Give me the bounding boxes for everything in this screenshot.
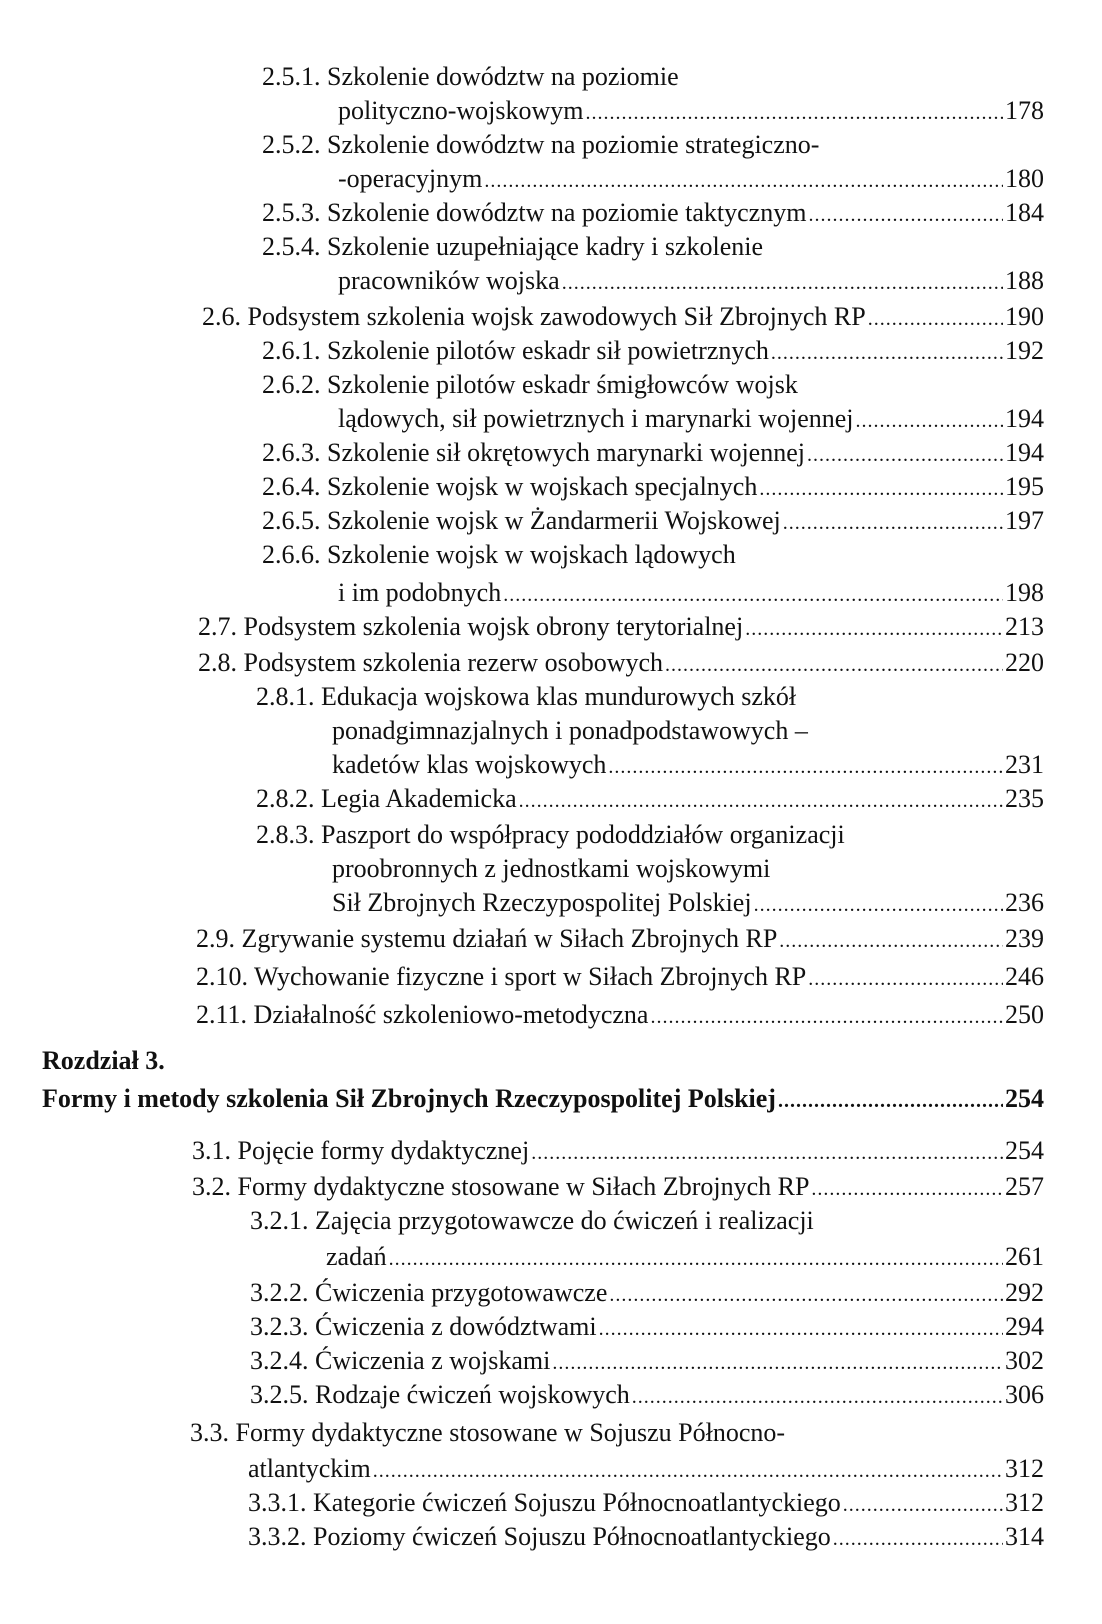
entry-title: Legia Akademicka (321, 784, 517, 813)
entry-number: 2.6.1. (262, 336, 321, 365)
leader-dots (856, 404, 1003, 438)
entry-number: 2.5.3. (262, 198, 321, 227)
entry-title-cont: lądowych, sił powietrznych i marynarki wojennej (338, 404, 854, 433)
toc-entry-2-7 (198, 610, 1044, 646)
entry-number: 3.1. (192, 1136, 231, 1165)
toc-entry-2-8-3-cont (332, 886, 1044, 922)
leader-dots (808, 962, 1003, 996)
page-number: 236 (1005, 888, 1044, 917)
toc-entry-3-2-5 (250, 1378, 1044, 1414)
entry-number: 2.5.2. (262, 130, 321, 159)
leader-dots (778, 1084, 1003, 1118)
entry-number: 2.8.2. (256, 784, 315, 813)
entry-title: Szkolenie dowództw na poziomie (327, 62, 679, 91)
page-number: 292 (1005, 1278, 1044, 1307)
leader-dots (833, 1522, 1003, 1556)
toc-entry-2-6-6-cont (338, 576, 1044, 612)
entry-title: Szkolenie pilotów eskadr śmigłowców wojsk (327, 370, 798, 399)
entry-title: Podsystem szkolenia wojsk obrony terytorialnej (243, 612, 744, 641)
page-number: 239 (1005, 924, 1044, 953)
toc-entry-3-2-1 (250, 1204, 814, 1238)
leader-dots (599, 1312, 1003, 1346)
leader-dots (562, 266, 1003, 300)
leader-dots (808, 198, 1003, 232)
entry-title: Ćwiczenia przygotowawcze (315, 1278, 608, 1307)
page-number: 190 (1005, 302, 1044, 331)
entry-title: Zgrywanie systemu działań w Siłach Zbrojnych RP (241, 924, 778, 953)
entry-title-cont: atlantyckim (248, 1454, 371, 1483)
leader-dots (745, 612, 1003, 646)
entry-number: 3.2.1. (250, 1206, 309, 1235)
entry-number: 2.6.4. (262, 472, 321, 501)
toc-entry-3-2-4 (250, 1344, 1044, 1380)
entry-title: Wychowanie fizyczne i sport w Siłach Zbrojnych RP (254, 962, 807, 991)
page-number: 231 (1005, 750, 1044, 779)
entry-number: 2.5.4. (262, 232, 321, 261)
leader-dots (484, 164, 1003, 198)
toc-entry-2-8-2 (256, 782, 1044, 818)
entry-number: 2.8.3. (256, 820, 315, 849)
toc-entry-3-2 (192, 1170, 1044, 1206)
page-number: 250 (1005, 1000, 1044, 1029)
entry-number: 2.9. (196, 924, 235, 953)
toc-entry-2-8-3 (256, 818, 845, 852)
toc-entry-2-6-1 (262, 334, 1044, 370)
toc-entry-2-6-5 (262, 504, 1044, 540)
page-number: 312 (1005, 1488, 1044, 1517)
toc-entry-2-8 (198, 646, 1044, 682)
page-number: 195 (1005, 472, 1044, 501)
toc-entry-2-10 (196, 960, 1044, 996)
toc-entry-2-5-2 (262, 128, 819, 162)
entry-number: 3.2.5. (250, 1380, 309, 1409)
entry-title-cont: kadetów klas wojskowych (332, 750, 607, 779)
chapter-label: Rozdział 3. (42, 1046, 165, 1075)
toc-entry-3-2-2 (250, 1276, 1044, 1312)
page-number: 312 (1005, 1454, 1044, 1483)
page-number: 180 (1005, 164, 1044, 193)
page-number: 194 (1005, 404, 1044, 433)
entry-number: 3.3.1. (248, 1488, 307, 1517)
chapter-title-line (42, 1082, 1044, 1118)
entry-number: 3.3. (190, 1418, 229, 1447)
entry-title: Rodzaje ćwiczeń wojskowych (315, 1380, 630, 1409)
entry-title: Formy dydaktyczne stosowane w Sojuszu Północno- (235, 1418, 786, 1447)
toc-entry-2-6-6 (262, 538, 736, 572)
toc-entry-2-9 (196, 922, 1044, 958)
toc-entry-2-5-4 (262, 230, 763, 264)
toc-entry-2-8-3-line2 (332, 852, 770, 886)
leader-dots (771, 336, 1003, 370)
entry-title-cont: -operacyjnym (338, 164, 483, 193)
leader-dots (754, 888, 1003, 922)
page-number: 198 (1005, 578, 1044, 607)
toc-entry-2-6-2-cont (338, 402, 1044, 438)
entry-number: 2.6.3. (262, 438, 321, 467)
leader-dots (665, 648, 1003, 682)
page-number: 294 (1005, 1312, 1044, 1341)
entry-title-cont: polityczno-wojskowym (338, 96, 584, 125)
page-number: 306 (1005, 1380, 1044, 1409)
toc-entry-3-2-1-cont (326, 1240, 1044, 1276)
entry-title-cont: i im podobnych (338, 578, 502, 607)
leader-dots (552, 1346, 1003, 1380)
leader-dots (868, 302, 1003, 336)
entry-number: 2.6.6. (262, 540, 321, 569)
toc-entry-3-3 (190, 1416, 785, 1450)
page-number: 194 (1005, 438, 1044, 467)
entry-number: 2.10. (196, 962, 248, 991)
toc-entry-3-3-1 (248, 1486, 1044, 1522)
entry-title: Kategorie ćwiczeń Sojuszu Północnoatlantyckiego (313, 1488, 841, 1517)
toc-entry-2-5-4-cont (338, 264, 1044, 300)
entry-number: 2.8.1. (256, 682, 315, 711)
toc-entry-2-6-3 (262, 436, 1044, 472)
leader-dots (783, 506, 1003, 540)
entry-title-cont: zadań (326, 1242, 387, 1271)
entry-title: Ćwiczenia z dowództwami (315, 1312, 597, 1341)
toc-entry-2-5-3 (262, 196, 1044, 232)
toc-entry-2-8-1-line2 (332, 714, 808, 748)
entry-number: 2.6. (202, 302, 241, 331)
leader-dots (650, 1000, 1003, 1034)
leader-dots (843, 1488, 1003, 1522)
leader-dots (807, 438, 1003, 472)
entry-number: 2.11. (196, 1000, 248, 1029)
page-number: 197 (1005, 506, 1044, 535)
toc-entry-2-6-4 (262, 470, 1044, 506)
page-number: 261 (1005, 1242, 1044, 1271)
page-number: 254 (1005, 1136, 1044, 1165)
toc-entry-2-6 (202, 300, 1044, 336)
entry-title: Ćwiczenia z wojskami (315, 1346, 551, 1375)
leader-dots (373, 1454, 1003, 1488)
leader-dots (811, 1172, 1003, 1206)
toc-entry-3-2-3 (250, 1310, 1044, 1346)
page-number: 213 (1005, 612, 1044, 641)
leader-dots (632, 1380, 1003, 1414)
entry-title: Szkolenie dowództw na poziomie taktycznym (327, 198, 807, 227)
entry-title: Szkolenie wojsk w Żandarmerii Wojskowej (327, 506, 781, 535)
toc-entry-2-6-2 (262, 368, 798, 402)
entry-number: 2.7. (198, 612, 237, 641)
toc-entry-2-11 (196, 998, 1044, 1034)
entry-title: Poziomy ćwiczeń Sojuszu Północnoatlantyckiego (313, 1522, 831, 1551)
entry-number: 3.2. (192, 1172, 231, 1201)
leader-dots (609, 1278, 1003, 1312)
page-number: 314 (1005, 1522, 1044, 1551)
entry-title: Podsystem szkolenia wojsk zawodowych Sił Zbrojnych RP (247, 302, 866, 331)
page-number: 220 (1005, 648, 1044, 677)
entry-number: 3.2.2. (250, 1278, 309, 1307)
leader-dots (759, 472, 1003, 506)
leader-dots (586, 96, 1003, 130)
entry-title: Szkolenie sił okrętowych marynarki wojennej (327, 438, 805, 467)
entry-number: 2.8. (198, 648, 237, 677)
entry-title-cont: Sił Zbrojnych Rzeczypospolitej Polskiej (332, 888, 752, 917)
entry-title: Szkolenie pilotów eskadr sił powietrznych (327, 336, 769, 365)
leader-dots (531, 1136, 1003, 1170)
page-number: 302 (1005, 1346, 1044, 1375)
entry-title: Szkolenie dowództw na poziomie strategiczno- (327, 130, 820, 159)
page-number: 235 (1005, 784, 1044, 813)
chapter-title: Formy i metody szkolenia Sił Zbrojnych Rzeczypospolitej Polskiej (42, 1084, 776, 1113)
leader-dots (779, 924, 1003, 958)
entry-title: Zajęcia przygotowawcze do ćwiczeń i realizacji (315, 1206, 814, 1235)
entry-title-cont: ponadgimnazjalnych i ponadpodstawowych – (332, 716, 808, 745)
entry-title-cont: proobronnych z jednostkami wojskowymi (332, 854, 771, 883)
page-number: 192 (1005, 336, 1044, 365)
toc-entry-2-5-1-cont (338, 94, 1044, 130)
toc-entry-2-8-1 (256, 680, 796, 714)
entry-title: Szkolenie wojsk w wojskach lądowych (327, 540, 736, 569)
leader-dots (608, 750, 1003, 784)
toc-entry-3-3-2 (248, 1520, 1044, 1556)
page-number: 254 (1005, 1084, 1044, 1113)
toc-entry-2-5-2-cont (338, 162, 1044, 198)
leader-dots (389, 1242, 1003, 1276)
entry-title-cont: pracowników wojska (338, 266, 560, 295)
entry-number: 3.3.2. (248, 1522, 307, 1551)
entry-number: 2.6.2. (262, 370, 321, 399)
entry-title: Szkolenie wojsk w wojskach specjalnych (327, 472, 758, 501)
entry-number: 2.6.5. (262, 506, 321, 535)
page-number: 178 (1005, 96, 1044, 125)
entry-number: 3.2.3. (250, 1312, 309, 1341)
page-number: 257 (1005, 1172, 1044, 1201)
entry-title: Formy dydaktyczne stosowane w Siłach Zbrojnych RP (237, 1172, 810, 1201)
toc-entry-3-1 (192, 1134, 1044, 1170)
page-number: 246 (1005, 962, 1044, 991)
leader-dots (519, 784, 1003, 818)
entry-number: 2.5.1. (262, 62, 321, 91)
entry-title: Paszport do współpracy pododdziałów organizacji (321, 820, 845, 849)
page-number: 184 (1005, 198, 1044, 227)
entry-title: Pojęcie formy dydaktycznej (237, 1136, 530, 1165)
page-number: 188 (1005, 266, 1044, 295)
entry-title: Podsystem szkolenia rezerw osobowych (243, 648, 664, 677)
leader-dots (503, 578, 1003, 612)
toc-entry-2-8-1-cont (332, 748, 1044, 784)
toc-entry-3-3-cont (248, 1452, 1044, 1488)
entry-title: Szkolenie uzupełniające kadry i szkolenie (327, 232, 764, 261)
entry-number: 3.2.4. (250, 1346, 309, 1375)
entry-title: Edukacja wojskowa klas mundurowych szkół (321, 682, 797, 711)
entry-title: Działalność szkoleniowo-metodyczna (253, 1000, 649, 1029)
toc-entry-2-5-1 (262, 60, 679, 94)
